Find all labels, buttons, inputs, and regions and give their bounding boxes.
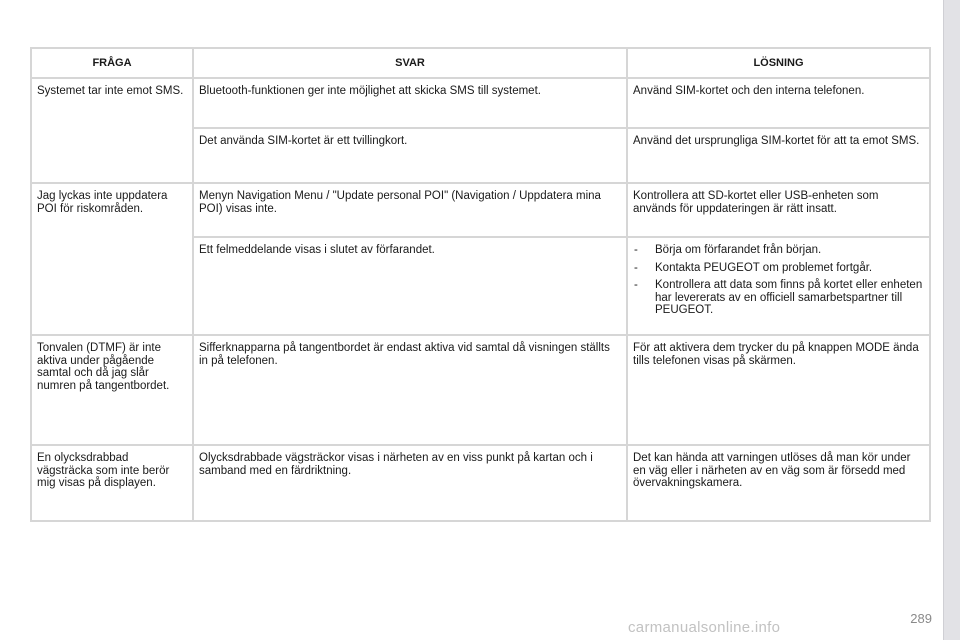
solution-cell: Använd SIM-kortet och den interna telefonen.: [627, 78, 930, 128]
table-row: [31, 445, 930, 521]
solution-list: [633, 244, 924, 317]
answer-cell: Det använda SIM-kortet är ett tvillingkort.: [193, 128, 627, 183]
page-number: 289: [910, 611, 932, 626]
answer-cell: Bluetooth-funktionen ger inte möjlighet att skicka SMS till systemet.: [193, 78, 627, 128]
solution-cell: Använd det ursprungliga SIM-kortet för att ta emot SMS.: [627, 128, 930, 183]
solution-cell: Kontrollera att SD-kortet eller USB-enheten som används för uppdateringen är rätt insatt.: [627, 183, 930, 237]
answer-cell: Ett felmeddelande visas i slutet av förfarandet.: [193, 237, 627, 335]
answer-cell: Olycksdrabbade vägsträckor visas i närheten av en viss punkt på kartan och i samband med en färdriktning.: [193, 445, 627, 521]
solution-cell: Det kan hända att varningen utlöses då man kör under en väg eller i närheten av en väg som är försedd med övervakningskamera.: [627, 445, 930, 521]
list-item: - Börja om förfarandet från början.: [633, 244, 924, 257]
table-row: [31, 78, 930, 128]
watermark: carmanualsonline.info: [628, 619, 781, 636]
table-header-row: [31, 48, 930, 78]
side-strip: [943, 0, 960, 640]
solution-cell: [627, 237, 930, 335]
question-cell: En olycksdrabbad vägsträcka som inte berör mig visas på displayen.: [31, 445, 193, 521]
solution-cell: För att aktivera dem trycker du på knappen MODE ända tills telefonen visas på skärmen.: [627, 335, 930, 445]
answer-cell: Menyn Navigation Menu / "Update personal POI" (Navigation / Uppdatera mina POI) visas inte.: [193, 183, 627, 237]
list-item: - Kontrollera att data som finns på kortet eller enheten har levererats av en officiell samarbetspartner till PEUGEOT.: [633, 279, 924, 317]
question-cell: Tonvalen (DTMF) är inte aktiva under pågående samtal och då jag slår numren på tangentbordet.: [31, 335, 193, 445]
question-cell: Systemet tar inte emot SMS.: [31, 78, 193, 183]
question-cell: Jag lyckas inte uppdatera POI för riskområden.: [31, 183, 193, 335]
list-item: - Kontakta PEUGEOT om problemet fortgår.: [633, 262, 924, 275]
answer-cell: Sifferknapparna på tangentbordet är endast aktiva vid samtal då visningen ställts in på telefonen.: [193, 335, 627, 445]
faq-table: [30, 47, 931, 522]
header-solution: LÖSNING: [627, 48, 930, 78]
header-question: FRÅGA: [31, 48, 193, 78]
table-row: [31, 335, 930, 445]
table-row: [31, 183, 930, 237]
header-answer: SVAR: [193, 48, 627, 78]
